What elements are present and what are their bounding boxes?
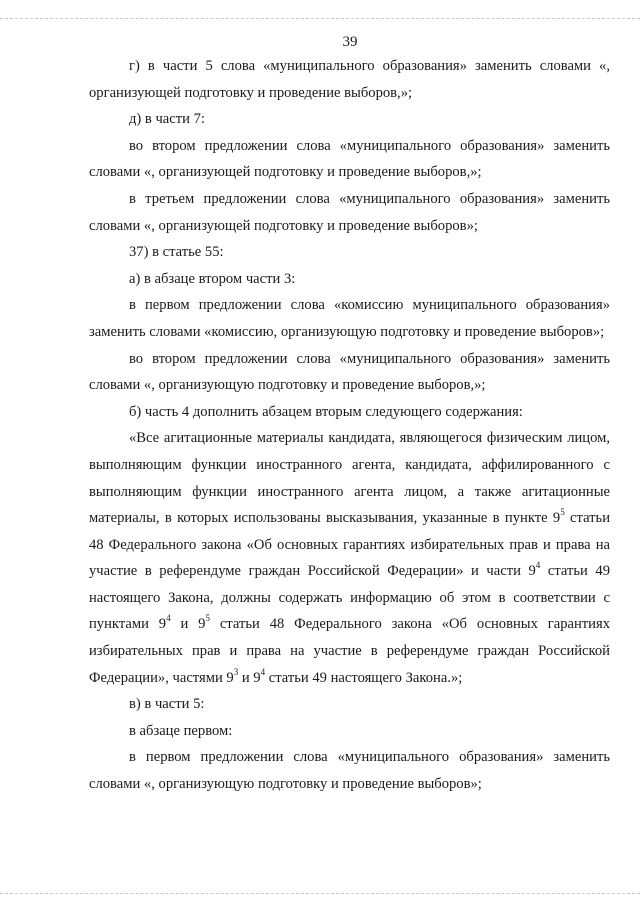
paragraph-v: в) в части 5: [129,696,205,713]
superscript: 4 [166,613,171,624]
document-body [89,53,610,798]
page-number: 39 [342,34,358,50]
scan-edge-top [0,18,640,19]
amendment-text-4: и 9 [170,616,206,633]
amendment-text-6: и 9 [238,669,261,686]
amendment-text-1: «Все агитационные материалы кандидата, являющегося физическим лицом, выполняющим функции иностранного агента, кандидата, аффилированного с выполняющим функции иностранного агента лицом, а также агитационные материалы, в которых использованы высказывания, указанные в пункте 9 [89,430,610,527]
paragraph-article-55: 37) в статье 55: [129,244,224,261]
paragraph-b: б) часть 4 дополнить абзацем вторым следующего содержания: [129,403,523,420]
paragraph-first-abzac: в абзаце первом: [129,722,233,739]
paragraph-a: а) в абзаце втором части 3: [129,270,296,287]
amendment-text-3: статьи 49 настоящего Закона, должны содержать информацию об этом в соответствии с пунктами 9 [89,563,610,633]
superscript: 4 [535,560,541,571]
paragraph-second-sentence: во втором предложении слова «муниципального образования» заменить словами «, организующей подготовку и проведение выборов,»; [89,137,610,181]
superscript: 5 [560,507,565,518]
amendment-text-7: статьи 49 настоящего Закона.»; [265,669,463,686]
paragraph-d: д) в части 7: [129,111,205,128]
paragraph-quoted-amendment [89,425,610,691]
amendment-text-2: статьи 48 Федерального закона «Об основных гарантиях избирательных прав и права на участие в референдуме граждан Российской Федерации» и части 9 [89,510,611,580]
superscript: 5 [205,613,210,624]
superscript: 3 [233,666,239,677]
paragraph-second-sentence-2: во втором предложении слова «муниципального образования» заменить словами «, организующую подготовку и проведение выборов,»; [89,350,610,394]
superscript: 4 [260,666,266,677]
paragraph-third-sentence: в третьем предложении слова «муниципального образования» заменить словами «, организующей подготовку и проведение выборов»; [89,190,610,234]
scan-edge-bottom [0,893,640,894]
paragraph-first-sentence-2: в первом предложении слова «муниципального образования» заменить словами «, организующую подготовку и проведение выборов»; [89,749,610,793]
amendment-text-5: статьи 48 Федерального закона «Об основных гарантиях избирательных прав и права на участие в референдуме граждан Российской Федерации», частями 9 [89,616,611,686]
paragraph-first-sentence: в первом предложении слова «комиссию муниципального образования» заменить словами «комиссию, организующую подготовку и проведение выборов»; [89,297,610,340]
paragraph-g: г) в части 5 слова «муниципального образования» заменить словами «, организующей подготовку и проведение выборов,»; [89,58,610,101]
